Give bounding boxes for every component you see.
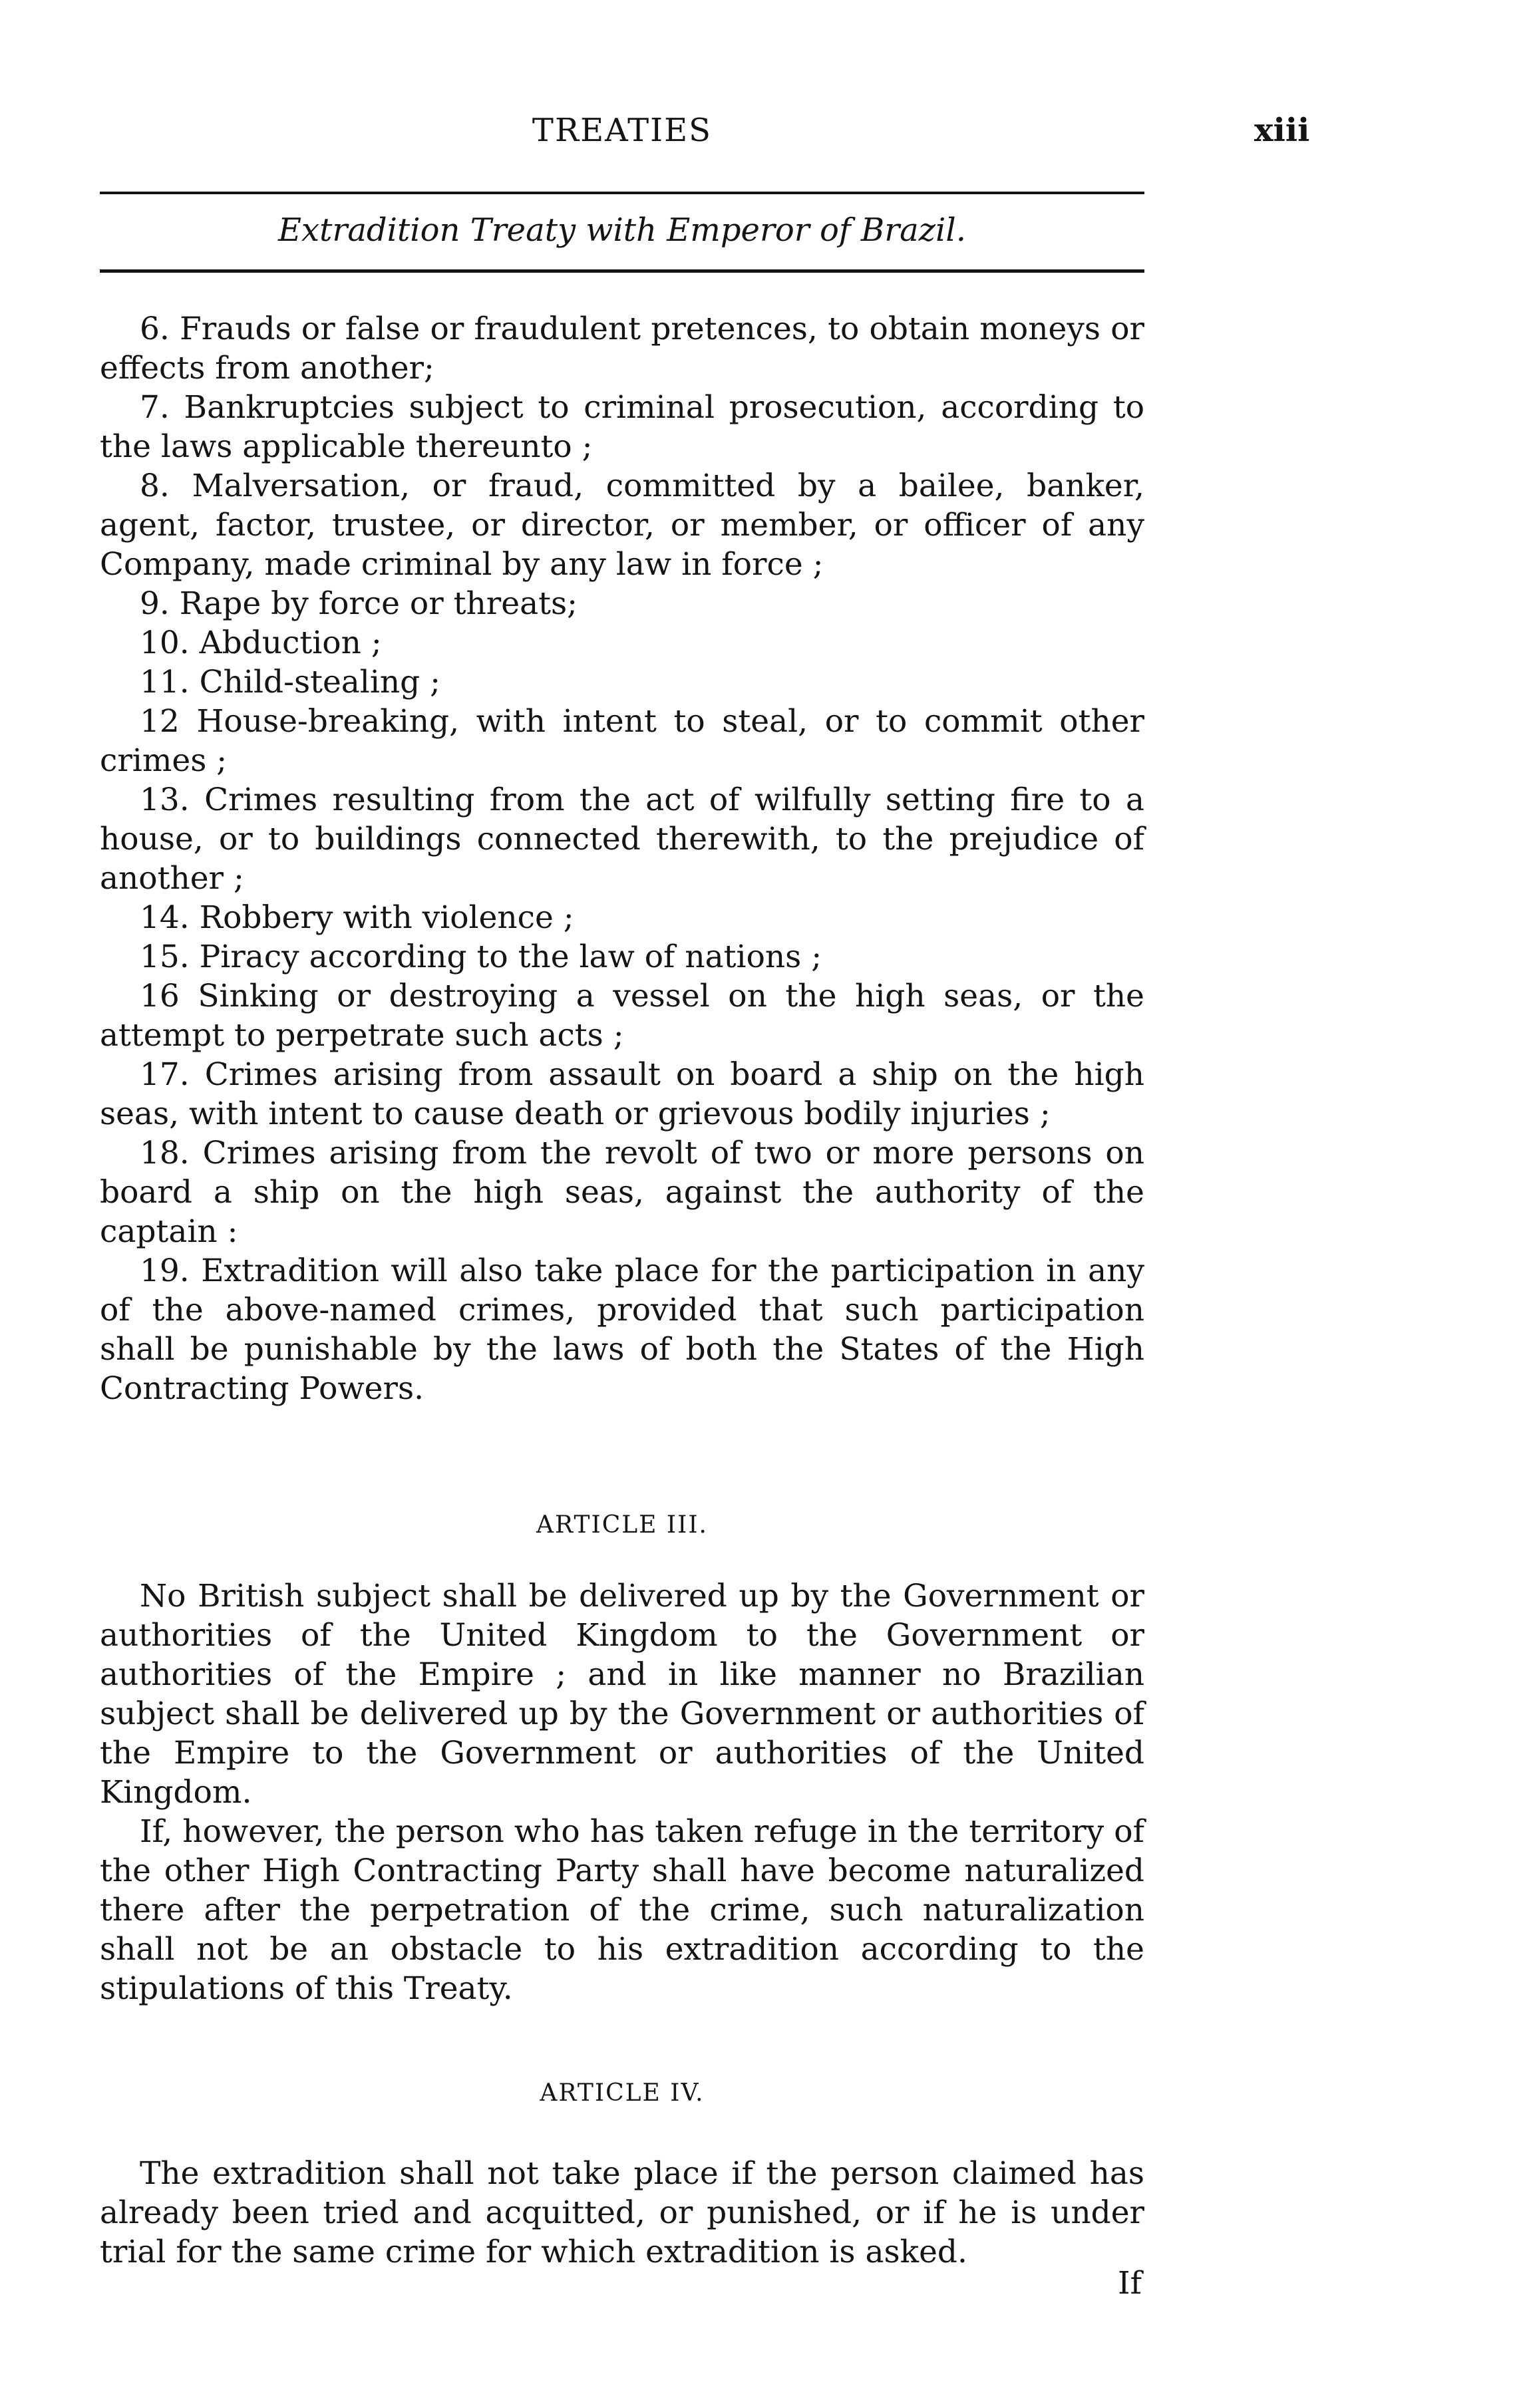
treaty-title: Extradition Treaty with Emperor of Brazil. xyxy=(277,212,967,249)
list-item: 16 Sinking or destroying a vessel on the high seas, or the attempt to perpetrate such acts ; xyxy=(100,978,1144,1054)
catchword: If xyxy=(1118,2265,1142,2302)
list-item: 14. Robbery with violence ; xyxy=(140,899,574,936)
list-item: 18. Crimes arising from the revolt of two or more persons on board a ship on the high seas, against the authority of the captain : xyxy=(100,1135,1144,1250)
article-4-heading: ARTICLE IV. xyxy=(540,2079,705,2107)
offence-list xyxy=(100,309,1144,1408)
article-3-paragraph: If, however, the person who has taken refuge in the territory of the other High Contracting Party shall have become naturalized there after the perpetration of the crime, such naturalization shall not be an obstacle to his extradition according to the stipulations of this Treaty. xyxy=(100,1813,1144,2007)
article-3-heading: ARTICLE III. xyxy=(536,1511,708,1539)
page-number: xiii xyxy=(1254,112,1310,149)
list-item: 11. Child-stealing ; xyxy=(140,664,440,700)
list-item: 13. Crimes resulting from the act of wilfully setting fire to a house, or to buildings connected therewith, to the prejudice of another ; xyxy=(100,782,1144,897)
list-item: 9. Rape by force or threats; xyxy=(140,585,578,622)
running-title: TREATIES xyxy=(532,112,713,149)
running-head xyxy=(0,112,1513,154)
list-item: 12 House-breaking, with intent to steal, or to commit other crimes ; xyxy=(100,703,1144,779)
header-rule-top xyxy=(100,192,1144,194)
article-3-paragraph: No British subject shall be delivered up by the Government or authorities of the United Kingdom to the Government or authorities of the Empire ; and in like manner no Brazilian subject shall be delivered up by the Government or authorities of the Empire to the Government or authorities of the United Kingdom. xyxy=(100,1578,1144,1811)
header-rule-bottom xyxy=(100,269,1144,273)
list-item: 19. Extradition will also take place for the participation in any of the above-named crimes, provided that such participation shall be punishable by the laws of both the States of the High Contracting Powers. xyxy=(100,1253,1144,1407)
list-item: 15. Piracy according to the law of nations ; xyxy=(140,939,822,975)
list-item: 10. Abduction ; xyxy=(140,625,382,661)
list-item: 17. Crimes arising from assault on board a ship on the high seas, with intent to cause death or grievous bodily injuries ; xyxy=(100,1056,1144,1132)
article-4-paragraph: The extradition shall not take place if the person claimed has already been tried and acquitted, or punished, or if he is under trial for the same crime for which extradition is asked. xyxy=(100,2155,1144,2270)
list-item: 8. Malversation, or fraud, committed by a bailee, banker, agent, factor, trustee, or director, or member, or officer of any Company, made criminal by any law in force ; xyxy=(100,468,1144,583)
list-item: 6. Frauds or false or fraudulent pretences, to obtain moneys or effects from another; xyxy=(100,311,1144,386)
list-item: 7. Bankruptcies subject to criminal prosecution, according to the laws applicable thereunto ; xyxy=(100,389,1144,465)
article-3-body xyxy=(100,1577,1144,2008)
article-4-body xyxy=(100,2154,1144,2272)
